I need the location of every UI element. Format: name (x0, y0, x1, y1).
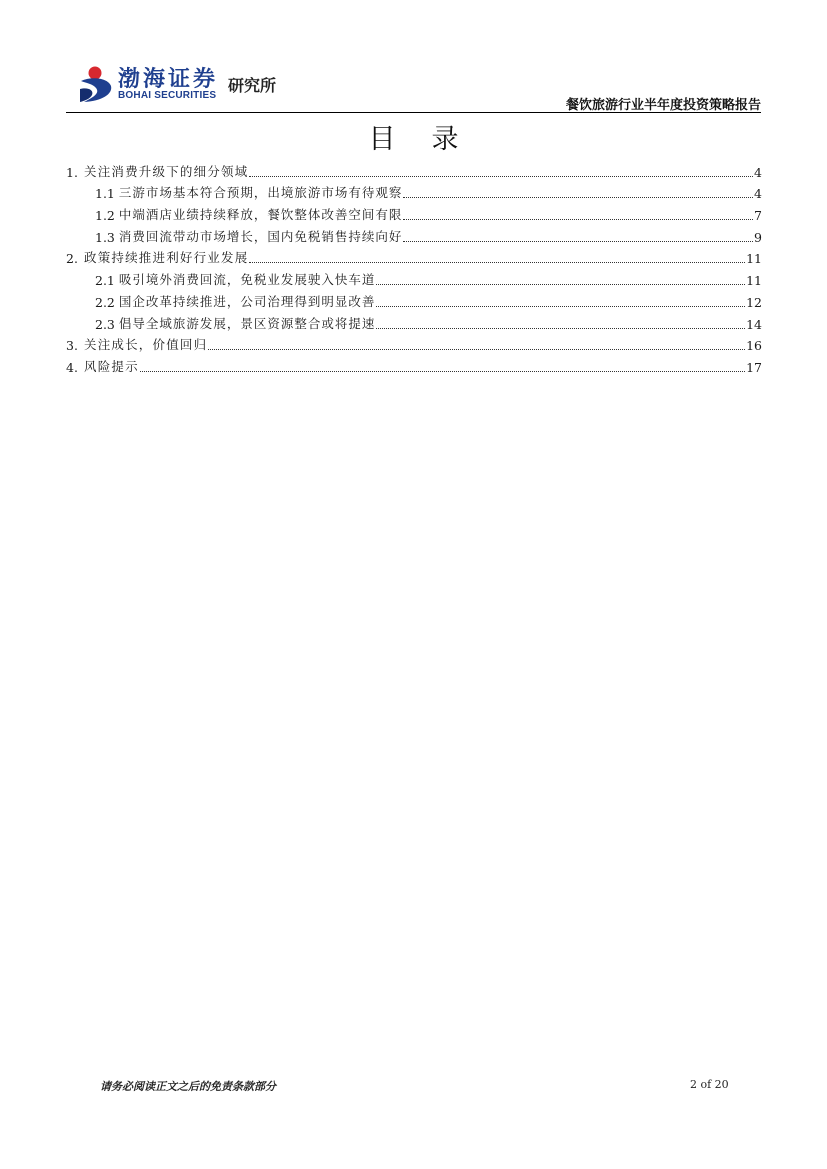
logo-english-name: BOHAI SECURITIES (118, 90, 217, 101)
toc-entry-number: 3. (66, 338, 78, 354)
toc-entry[interactable] (66, 245, 762, 267)
toc-entry-page: 4 (754, 164, 762, 180)
dot-leader (249, 262, 745, 263)
toc-entry-number: 1. (66, 164, 78, 180)
dot-leader (376, 328, 745, 329)
company-logo (78, 62, 308, 110)
toc-entry[interactable] (66, 310, 762, 332)
toc-entry-number: 2. (66, 251, 78, 267)
toc-entry[interactable] (66, 223, 762, 245)
header-divider (66, 112, 761, 113)
toc-entry[interactable] (66, 201, 762, 223)
dot-leader (208, 349, 745, 350)
toc-entry-number: 2.1 (95, 273, 115, 289)
toc-entry-number: 2.2 (95, 294, 115, 310)
logo-chinese-name: 渤海证券 (118, 67, 219, 92)
toc-entry-number: 1.3 (95, 229, 115, 245)
toc-entry-number: 1.1 (95, 186, 115, 202)
toc-entry[interactable] (66, 180, 762, 202)
toc-entry-page: 11 (746, 251, 762, 267)
toc-entry-page: 7 (754, 208, 762, 224)
toc-entry-title: 关注成长，价值回归 (84, 337, 208, 353)
toc-entry-title: 消费回流带动市场增长，国内免税销售持续向好 (118, 228, 403, 244)
dot-leader (403, 197, 753, 198)
dot-leader (403, 219, 753, 220)
institute-label: 研究所 (228, 76, 277, 95)
toc-entry[interactable] (66, 353, 762, 375)
toc-entry-page: 12 (746, 294, 762, 310)
toc-heading: 目录 (368, 124, 495, 155)
dot-leader (403, 241, 753, 242)
toc-entry[interactable] (66, 266, 762, 288)
toc-entry-title: 政策持续推进利好行业发展 (84, 250, 249, 266)
toc-entry-title: 国企改革持续推进，公司治理得到明显改善 (118, 293, 376, 309)
toc-entry[interactable] (66, 288, 762, 310)
toc-entry-title: 关注消费升级下的细分领域 (84, 163, 249, 179)
toc-entry-number: 2.3 (95, 316, 115, 332)
toc-entry-page: 16 (746, 338, 762, 354)
dot-leader (140, 371, 745, 372)
report-title: 餐饮旅游行业半年度投资策略报告 (565, 98, 761, 113)
toc-entry[interactable] (66, 332, 762, 354)
dot-leader (376, 306, 745, 307)
toc-entry-title: 倡导全域旅游发展，景区资源整合或将提速 (118, 315, 376, 331)
page-indicator: 2 of 20 (690, 1078, 729, 1091)
toc-entry-page: 17 (746, 359, 762, 375)
dot-leader (249, 176, 753, 177)
toc-entry-page: 9 (754, 229, 762, 245)
table-of-contents (66, 158, 762, 375)
toc-entry-page: 14 (746, 316, 762, 332)
dot-leader (376, 284, 745, 285)
toc-entry-title: 吸引境外消费回流，免税业发展驶入快车道 (118, 272, 376, 288)
toc-entry-title: 三游市场基本符合预期，出境旅游市场有待观察 (118, 185, 403, 201)
toc-entry-page: 11 (746, 273, 762, 289)
bohai-logo-icon (78, 64, 114, 104)
footer-disclaimer: 请务必阅读正文之后的免责条款部分 (100, 1080, 276, 1093)
toc-entry-number: 4. (66, 359, 78, 375)
toc-entry-number: 1.2 (95, 208, 115, 224)
toc-entry-title: 风险提示 (84, 358, 139, 374)
toc-entry-title: 中端酒店业绩持续释放，餐饮整体改善空间有限 (118, 207, 403, 223)
toc-entry-page: 4 (754, 186, 762, 202)
toc-entry[interactable] (66, 158, 762, 180)
